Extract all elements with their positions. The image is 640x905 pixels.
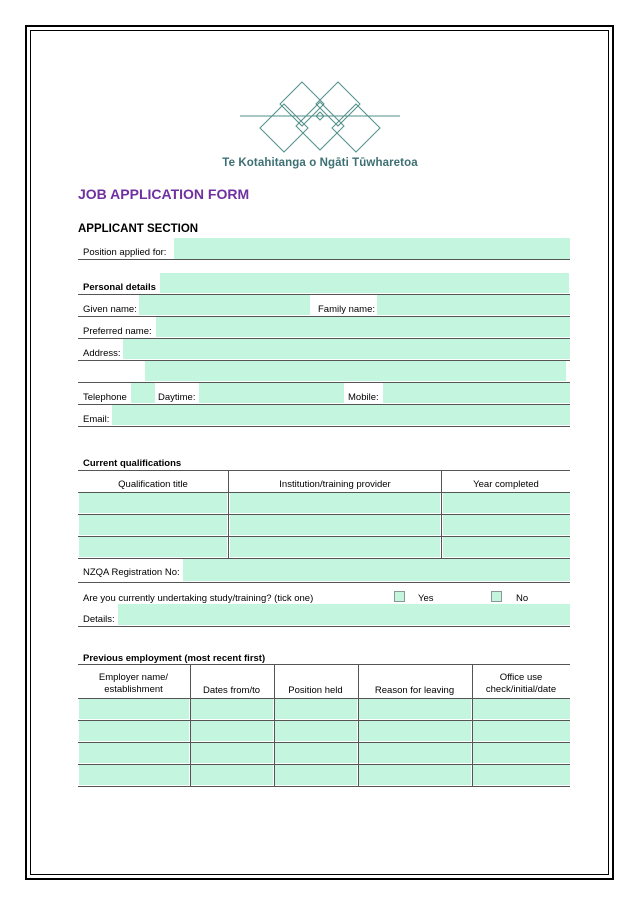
study-question: Are you currently undertaking study/training? (tick one) [83, 593, 314, 604]
emp-col-position: Position held [288, 685, 343, 696]
daytime-phone-input[interactable] [199, 383, 344, 403]
form-title: JOB APPLICATION FORM [78, 186, 250, 202]
details-label: Details: [83, 614, 115, 625]
emp-office-input-2[interactable] [473, 721, 570, 741]
qual-col-institution: Institution/training provider [279, 479, 391, 490]
emp-position-input-4[interactable] [275, 765, 357, 785]
table-column-rule [274, 664, 275, 786]
nzqa-label: NZQA Registration No: [83, 567, 180, 578]
emp-col-office-use [472, 672, 570, 696]
emp-col-office-line1: Office use [499, 672, 543, 683]
mobile-label: Mobile: [348, 392, 379, 403]
table-rule [78, 492, 570, 493]
yes-label: Yes [418, 593, 434, 604]
address-input-line1[interactable] [123, 339, 570, 359]
emp-col-dates: Dates from/to [202, 685, 261, 696]
qual-year-input-1[interactable] [443, 493, 570, 513]
emp-position-input-1[interactable] [275, 699, 357, 719]
emp-col-reason: Reason for leaving [374, 685, 455, 696]
emp-reason-input-2[interactable] [359, 721, 471, 741]
emp-dates-input-2[interactable] [191, 721, 273, 741]
emp-office-input-3[interactable] [473, 743, 570, 763]
table-column-rule [472, 664, 473, 786]
divider [78, 426, 570, 427]
qual-col-year: Year completed [473, 479, 539, 490]
emp-office-input-4[interactable] [473, 765, 570, 785]
emp-col-employer-line1: Employer name/ [98, 672, 169, 683]
emp-employer-input-2[interactable] [79, 721, 189, 741]
table-column-rule [228, 470, 229, 558]
table-rule [78, 698, 570, 699]
given-name-input[interactable] [139, 295, 310, 315]
telephone-label: Telephone [83, 392, 127, 403]
organisation-name: Te Kotahitanga o Ngāti Tūwharetoa [222, 157, 418, 169]
qual-col-title: Qualification title [118, 479, 188, 490]
qual-institution-input-1[interactable] [230, 493, 440, 513]
table-rule [78, 720, 570, 721]
table-rule [78, 764, 570, 765]
emp-employer-input-3[interactable] [79, 743, 189, 763]
qual-title-input-3[interactable] [79, 537, 227, 557]
no-checkbox[interactable] [491, 591, 502, 602]
emp-reason-input-3[interactable] [359, 743, 471, 763]
emp-dates-input-3[interactable] [191, 743, 273, 763]
emp-col-employer [78, 672, 189, 696]
position-label: Position applied for: [83, 247, 167, 258]
qual-institution-input-3[interactable] [230, 537, 440, 557]
table-rule [78, 514, 570, 515]
personal-details-heading: Personal details [83, 282, 156, 293]
emp-employer-input-1[interactable] [79, 699, 189, 719]
table-rule [78, 742, 570, 743]
emp-reason-input-1[interactable] [359, 699, 471, 719]
emp-col-employer-line2: establishment [104, 684, 163, 695]
qual-title-input-2[interactable] [79, 515, 227, 535]
table-column-rule [358, 664, 359, 786]
family-name-label: Family name: [318, 304, 376, 315]
position-input[interactable] [174, 238, 570, 259]
emp-reason-input-4[interactable] [359, 765, 471, 785]
applicant-section-heading: APPLICANT SECTION [78, 223, 199, 235]
divider [78, 626, 570, 627]
qualifications-heading: Current qualifications [83, 458, 182, 469]
divider [78, 582, 570, 583]
address-label: Address: [83, 348, 121, 359]
table-top-border [78, 470, 570, 471]
details-input[interactable] [118, 604, 570, 625]
table-column-rule [441, 470, 442, 558]
table-rule [78, 536, 570, 537]
qual-year-input-2[interactable] [443, 515, 570, 535]
emp-col-office-line2: check/initial/date [485, 684, 557, 695]
family-name-input[interactable] [377, 295, 570, 315]
qual-institution-input-2[interactable] [230, 515, 440, 535]
preferred-name-label: Preferred name: [83, 326, 152, 337]
yes-checkbox[interactable] [394, 591, 405, 602]
employment-heading: Previous employment (most recent first) [83, 653, 266, 664]
telephone-field[interactable] [131, 383, 155, 403]
organisation-logo [240, 78, 400, 154]
emp-position-input-2[interactable] [275, 721, 357, 741]
personal-heading-field[interactable] [160, 273, 569, 293]
mobile-input[interactable] [383, 383, 570, 403]
qual-year-input-3[interactable] [443, 537, 570, 557]
emp-position-input-3[interactable] [275, 743, 357, 763]
email-input[interactable] [112, 405, 570, 425]
preferred-name-input[interactable] [156, 317, 570, 337]
daytime-label: Daytime: [158, 392, 196, 403]
table-rule [78, 786, 570, 787]
emp-dates-input-4[interactable] [191, 765, 273, 785]
emp-office-input-1[interactable] [473, 699, 570, 719]
qual-title-input-1[interactable] [79, 493, 227, 513]
given-name-label: Given name: [83, 304, 137, 315]
table-column-rule [190, 664, 191, 786]
address-input-line2[interactable] [145, 361, 566, 381]
nzqa-input[interactable] [183, 559, 570, 581]
divider [78, 259, 570, 260]
emp-employer-input-4[interactable] [79, 765, 189, 785]
no-label: No [516, 593, 529, 604]
emp-dates-input-1[interactable] [191, 699, 273, 719]
table-top-border [78, 664, 570, 665]
email-label: Email: [83, 414, 110, 425]
